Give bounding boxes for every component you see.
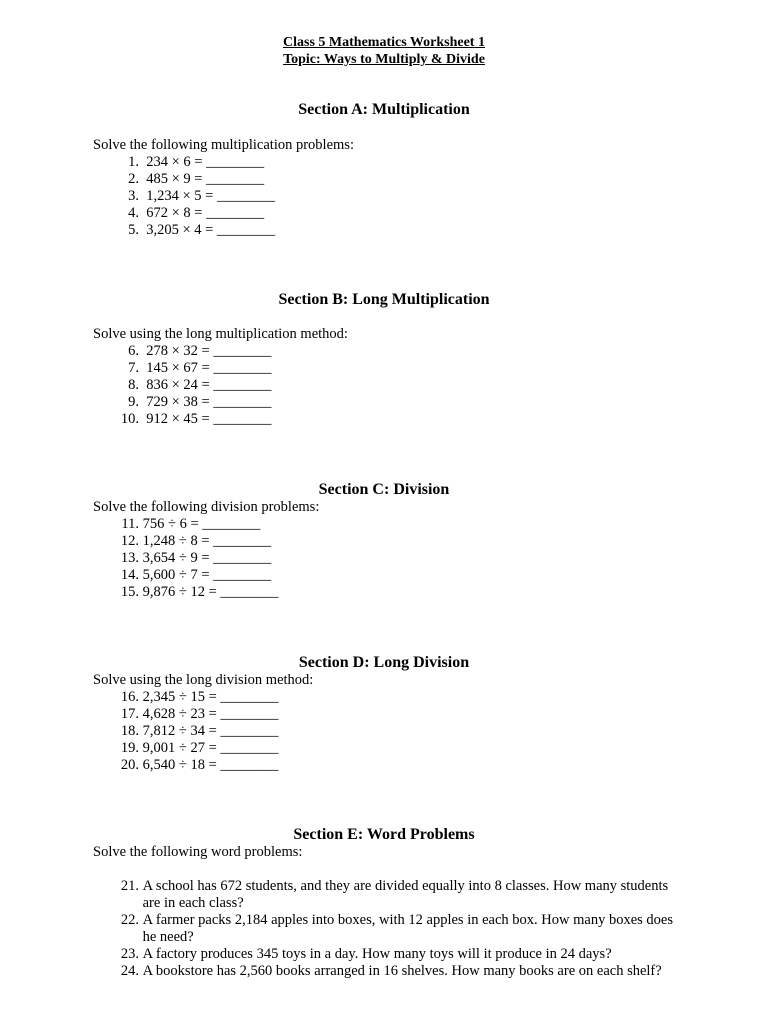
section-d-list xyxy=(93,689,278,774)
list-item: 15. 9,876 ÷ 12 = ________ xyxy=(120,584,279,600)
section-d-instruction: Solve using the long division method: xyxy=(93,672,314,688)
list-item: 22. A farmer packs 2,184 apples into boxes, with 12 apples in each box. How many boxes does he need? xyxy=(120,912,673,945)
section-c-list xyxy=(93,516,278,601)
list-item: 9. 729 × 38 = ________ xyxy=(128,394,272,410)
list-item: 10. 912 × 45 = ________ xyxy=(120,411,272,427)
list-item: 14. 5,600 ÷ 7 = ________ xyxy=(120,567,272,583)
list-item: 20. 6,540 ÷ 18 = ________ xyxy=(120,757,279,773)
worksheet-title: Class 5 Mathematics Worksheet 1 xyxy=(283,35,485,50)
list-item: 24. A bookstore has 2,560 books arranged in 16 shelves. How many books are on each shelf? xyxy=(120,963,662,979)
worksheet-header xyxy=(0,34,768,68)
list-item: 21. A school has 672 students, and they are divided equally into 8 classes. How many students are in each class? xyxy=(120,878,669,911)
section-a-title: Section A: Multiplication xyxy=(298,101,470,118)
list-item: 23. A factory produces 345 toys in a day. How many toys will it produce in 24 days? xyxy=(120,946,612,962)
list-item: 3. 1,234 × 5 = ________ xyxy=(128,188,275,204)
section-e-instruction: Solve the following word problems: xyxy=(93,844,303,860)
section-c-title: Section C: Division xyxy=(318,481,450,498)
worksheet-topic: Topic: Ways to Multiply & Divide xyxy=(283,52,485,67)
list-item: 13. 3,654 ÷ 9 = ________ xyxy=(120,550,272,566)
section-c-instruction: Solve the following division problems: xyxy=(93,499,320,515)
list-item: 11. 756 ÷ 6 = ________ xyxy=(121,516,261,532)
list-item: 2. 485 × 9 = ________ xyxy=(128,171,265,187)
section-e-title: Section E: Word Problems xyxy=(293,826,475,843)
section-a-instruction: Solve the following multiplication problems: xyxy=(93,137,354,153)
section-d-title: Section D: Long Division xyxy=(298,654,470,671)
list-item: 17. 4,628 ÷ 23 = ________ xyxy=(120,706,279,722)
section-a-list xyxy=(93,154,275,239)
section-b-instruction: Solve using the long multiplication method: xyxy=(93,326,348,342)
section-e-list xyxy=(93,878,693,980)
list-item: 16. 2,345 ÷ 15 = ________ xyxy=(120,689,279,705)
list-item: 4. 672 × 8 = ________ xyxy=(128,205,265,221)
section-b-title: Section B: Long Multiplication xyxy=(278,291,490,308)
list-item: 1. 234 × 6 = ________ xyxy=(128,154,265,170)
list-item: 6. 278 × 32 = ________ xyxy=(128,343,272,359)
list-item: 19. 9,001 ÷ 27 = ________ xyxy=(120,740,279,756)
list-item: 5. 3,205 × 4 = ________ xyxy=(128,222,275,238)
section-b-list xyxy=(93,343,271,428)
list-item: 7. 145 × 67 = ________ xyxy=(128,360,272,376)
list-item: 8. 836 × 24 = ________ xyxy=(128,377,272,393)
list-item: 12. 1,248 ÷ 8 = ________ xyxy=(120,533,272,549)
list-item: 18. 7,812 ÷ 34 = ________ xyxy=(120,723,279,739)
